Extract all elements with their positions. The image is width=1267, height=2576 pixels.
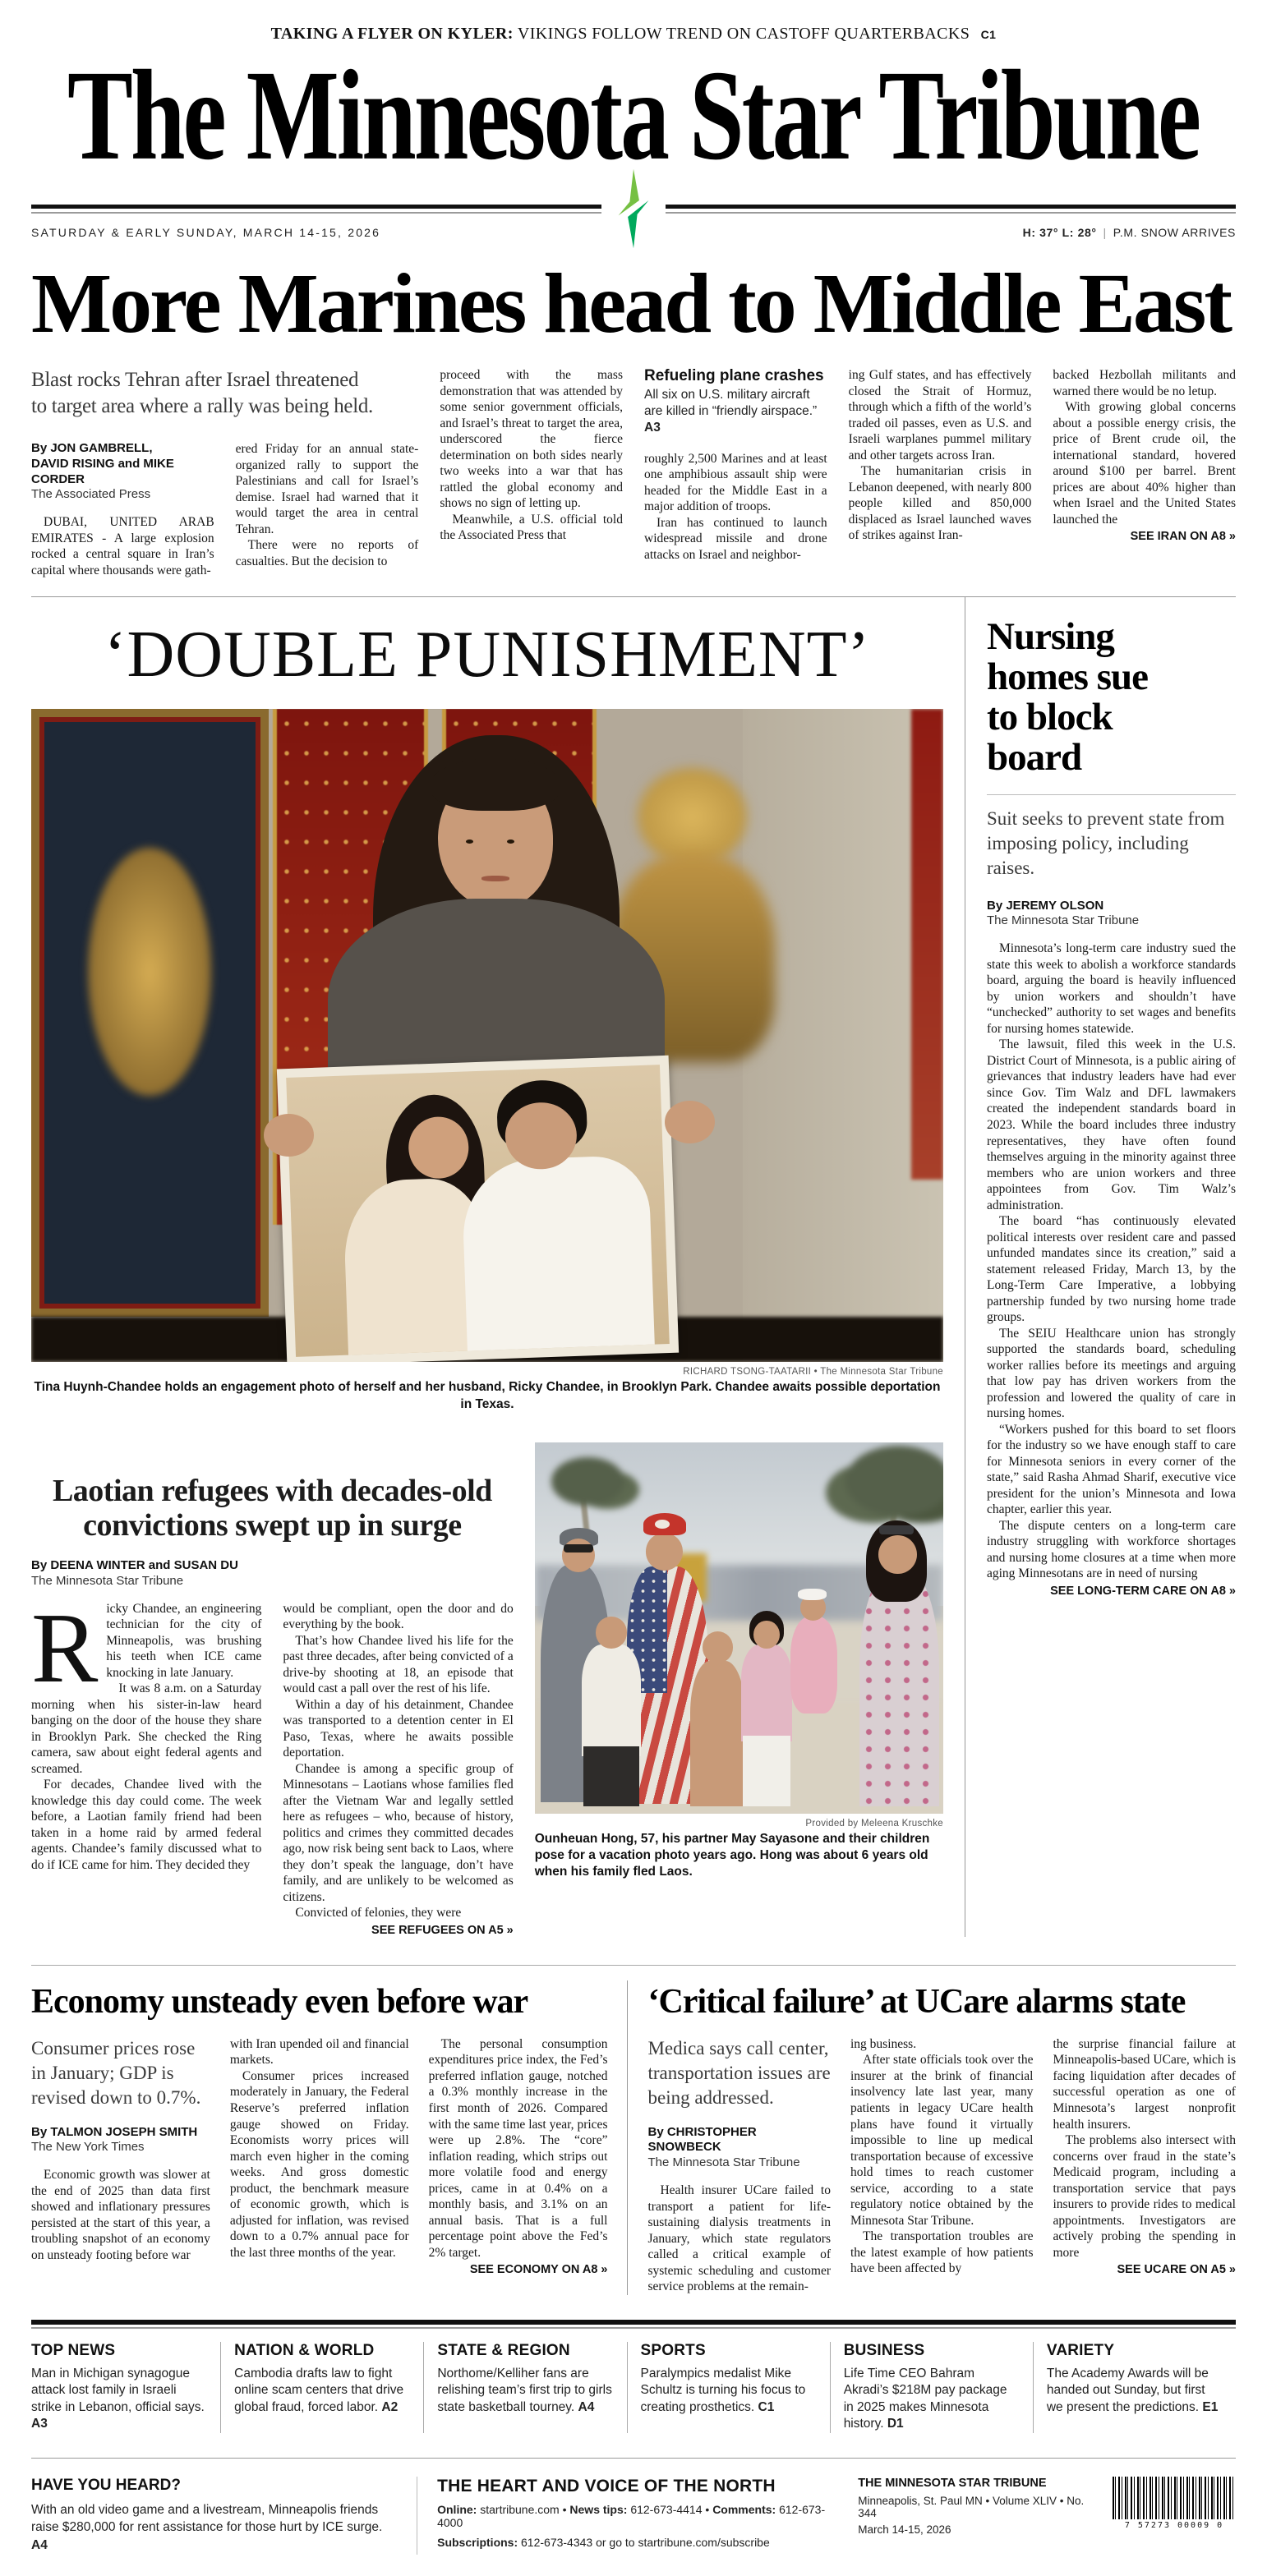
ucare-headline: ‘Critical failure’ at UCare alarms state — [647, 1982, 1186, 2021]
baby-headband — [798, 1589, 827, 1600]
refugees-headline — [31, 1474, 514, 1543]
child-torso — [690, 1661, 745, 1806]
ucare-story — [627, 1980, 1236, 2295]
lead-col4-paragraph-1: roughly 2,500 Marines and at least one amphibious assault ship were headed for the Middle East in a major addition of troops. — [644, 451, 827, 514]
nursing-homes-story — [965, 597, 1236, 1936]
footer-contact-line2 — [437, 2536, 838, 2549]
hong-cap-logo — [655, 1520, 670, 1529]
weather-summary — [1023, 226, 1236, 239]
index-rule-thick — [31, 2320, 1236, 2325]
barcode-block — [1113, 2477, 1236, 2530]
lead-column-5 — [849, 367, 1032, 578]
ucare-p4: The transportation troubles are the latest example of how patients have been affected by — [850, 2229, 1034, 2276]
engagement-photo-print — [277, 1055, 680, 1362]
ucare-p6: The problems also intersect with concerns over fraud in the state’s Medicaid program, including a transportation service that pays insurers to provide rides to medical appointments. Investigators are actively probing the spending in more — [1053, 2133, 1236, 2260]
baby-body — [790, 1617, 837, 1714]
subscriptions-value: 612-673-4343 or go to startribune.com/subscribe — [521, 2535, 770, 2549]
photo-credit: RICHARD TSONG-TAATARII • The Minnesota Star Tribune — [683, 1367, 943, 1378]
girl-face — [753, 1621, 779, 1649]
nursing-headline-line1: Nursing — [987, 615, 1114, 659]
barcode-digits: 7 57273 00009 0 — [1124, 2520, 1224, 2530]
nursing-headline-line4: board — [987, 736, 1082, 780]
index-row — [31, 2329, 1236, 2440]
index-text: Northome/Kelliher fans are relishing team’s first trip to girls state basketball tourney. — [437, 2366, 612, 2414]
index-cell-top-news — [31, 2342, 220, 2433]
refugees-p8: Convicted of felonies, they were — [295, 1906, 462, 1920]
refugees-p4: would be compliant, open the door and do everything by the book. — [283, 1601, 514, 1632]
refugees-p5: That’s how Chandee lived his life for the past three decades, after being convicted of a drive-by shooting at 18, an episode that would cast a pall over the rest of his life. — [283, 1633, 514, 1696]
related-brief — [644, 367, 827, 435]
index-cell-business — [830, 2342, 1033, 2433]
index-text: Life Time CEO Bahram Akradi’s $218M pay package in 2025 makes Minnesota history. — [843, 2366, 1007, 2431]
palm-tree-right — [845, 1446, 943, 1516]
girl-pink-top — [741, 1644, 792, 1741]
woman-eye-left — [466, 840, 473, 844]
economy-p2: with Iran upended oil and financial markets. — [229, 2036, 409, 2068]
refugees-headline-line2: convictions swept up in surge — [83, 1508, 462, 1543]
refugees-p6: Within a day of his detainment, Chandee was transported to a detention center in El Paso, Texas, where he awaits possible deportation. — [283, 1697, 514, 1760]
ucare-p5: the surprise financial failure at Minneapolis-based UCare, which is facing liquidation after decades of successful operation as one of Minnesota’s largest nonprofit health insurers. — [1053, 2036, 1236, 2132]
refugees-column-2 — [283, 1601, 513, 1937]
separator-dot: • — [705, 2502, 710, 2516]
refugees-text-block — [31, 1442, 514, 1937]
economy-byline — [31, 2125, 210, 2155]
ucare-column-2 — [850, 2036, 1034, 2295]
news-tips-value: 612-673-4414 — [630, 2502, 703, 2516]
refugees-photo-block — [535, 1442, 943, 1937]
page-footer — [31, 2458, 1236, 2555]
ucare-column-3 — [1053, 2036, 1236, 2295]
lead-byline-line2: DAVID RISING and MIKE CORDER — [31, 456, 174, 486]
ucare-column-1 — [647, 2036, 831, 2295]
issue-date: SATURDAY & EARLY SUNDAY, MARCH 14-15, 2026 — [31, 226, 381, 239]
economy-p1: Economic growth was slower at the end of 2025 than data first showed and inflationary pressures persisted at the start of this year, a troubling snapshot of an economy on unsteady footing before war — [31, 2168, 210, 2262]
footer-have-you-heard — [31, 2477, 417, 2555]
refugees-byline — [31, 1558, 514, 1588]
publisher-date-line: March 14-15, 2026 — [858, 2523, 951, 2536]
lead-headline: More Marines head to Middle East — [31, 256, 1231, 351]
economy-byline-credit: The New York Times — [31, 2140, 145, 2155]
news-tips-label: News tips: — [569, 2502, 628, 2516]
woman-hand-right — [665, 1101, 715, 1143]
economy-headline: Economy unsteady even before war — [31, 1982, 528, 2021]
bottom-stories — [31, 1965, 1236, 2295]
buddha-statue-head — [638, 768, 747, 866]
nursing-headline-line2: homes sue — [987, 656, 1148, 699]
index-label: STATE & REGION — [437, 2341, 570, 2359]
weather-low-value: 28° — [1077, 226, 1097, 239]
economy-byline-name: By TALMON JOSEPH SMITH — [31, 2124, 198, 2139]
photo-family-vacation — [535, 1442, 943, 1814]
publisher-name: THE MINNESOTA STAR TRIBUNE — [858, 2476, 1047, 2490]
woman-hand-left — [264, 1114, 314, 1157]
economy-column-2 — [230, 2036, 409, 2276]
index-label: VARIETY — [1046, 2341, 1115, 2359]
masthead-rule — [31, 198, 1236, 219]
refugees-dropcap-paragraph — [31, 1592, 262, 1704]
lead-col3-paragraph-1: proceed with the mass demonstration that was attended by some senior government officials, and Israel’s threat to target the area, underscored the fierce determination on both sides nearly two weeks into a war that has rattled the global economy and shows no sign of letting up. — [440, 368, 623, 511]
teaser-kicker: TAKING A FLYER ON KYLER: — [270, 25, 514, 43]
subscriptions-label: Subscriptions: — [437, 2535, 518, 2549]
woman2-face — [878, 1535, 917, 1574]
feature-and-sidebar — [31, 596, 1236, 1936]
nursing-headline — [987, 617, 1236, 778]
photo-engagement-scene — [31, 709, 943, 1362]
refugees-jump-line: SEE REFUGEES ON A5 » — [371, 1923, 514, 1937]
boy-shorts — [583, 1746, 638, 1806]
refugees-column-1 — [31, 1592, 262, 1937]
nursing-p1: Minnesota’s long-term care industry sued the state this week to abolish a workforce standards board, arguing the board is heavily influenced by union workers and shouldn’t have “unchecked” authority to set wages and benefits for nursing homes statewide. — [987, 941, 1236, 1036]
refugees-p3: For decades, Chandee lived with the knowledge this day could come. The week before, a Laotian family friend had been taken in a home raid by armed federal agents. Chandee’s family discussed what to do if ICE came for him. They decided they — [31, 1778, 262, 1872]
palm-tree-left — [551, 1457, 625, 1506]
weather-high-label: H: — [1022, 226, 1036, 239]
child-face — [703, 1631, 733, 1663]
nursing-jump-line: SEE LONG-TERM CARE ON A8 » — [1050, 1584, 1236, 1598]
nursing-deck: Suit seeks to prevent state from imposing policy, including raises. — [987, 807, 1225, 878]
refugees-byline-credit: The Minnesota Star Tribune — [31, 1573, 184, 1588]
separator-dot: • — [562, 2502, 567, 2516]
economy-story — [31, 1980, 627, 2295]
lead-column-6 — [1053, 367, 1236, 578]
index-label: NATION & WORLD — [234, 2341, 375, 2359]
tapestry-gold-figure — [88, 848, 211, 1096]
ucare-byline-name: By CHRISTOPHER SNOWBECK — [647, 2124, 757, 2155]
feature-headline: ‘DOUBLE PUNISHMENT’ — [104, 619, 871, 692]
family-photo-credit: Provided by Meleena Kruschke — [805, 1818, 943, 1828]
index-cell-state-region — [423, 2342, 626, 2433]
economy-column-3 — [429, 2036, 608, 2276]
ucare-jump-line: SEE UCARE ON A5 » — [1117, 2263, 1236, 2277]
rule-right — [666, 205, 1236, 214]
nursing-p5: “Workers pushed for this board to set floors for the industry so we have enough staff to care for Minnesota seniors in every corner of the state,” said Rasha Ahmad Sharif, executive vice president for the union’s Minnesota and Iowa chapter, earlier this year. — [987, 1422, 1236, 1517]
lead-column-1 — [31, 441, 214, 578]
refugees-byline-names: By DEENA WINTER and SUSAN DU — [31, 1557, 238, 1572]
nursing-deck-rule — [987, 794, 1236, 795]
refugees-columns — [31, 1592, 514, 1937]
economy-jump-line: SEE ECONOMY ON A8 » — [469, 2263, 608, 2277]
girl-skirt — [743, 1736, 790, 1806]
index-page-ref: A3 — [31, 2417, 48, 2431]
weather-high-value: 37° — [1039, 226, 1059, 239]
index-text: Paralympics medalist Mike Schultz is turning his focus to creating prosthetics. — [640, 2366, 806, 2414]
refugees-p2: It was 8 a.m. on a Saturday morning when his sister-in-law heard banging on the door of the house they share in Brooklyn Park. She checked the Ring camera, saw about eight federal agents and screamed. — [31, 1681, 262, 1776]
ucare-p1: Health insurer UCare failed to transport a patient for life-sustaining dialysis treatments in January, which state regulators called a critical example of systemic scheduling and customer service problems at the remain- — [647, 2183, 831, 2294]
economy-deck: Consumer prices rose in January; GDP is revised down to 0.7%. — [31, 2037, 201, 2108]
nursing-byline — [987, 899, 1236, 928]
weather-forecast: P.M. SNOW ARRIVES — [1113, 226, 1236, 239]
refugees-headline-line1: Laotian refugees with decades-old — [52, 1473, 492, 1508]
woman-bangs — [431, 758, 560, 811]
index-label: BUSINESS — [843, 2341, 925, 2359]
nursing-byline-credit: The Minnesota Star Tribune — [987, 913, 1140, 928]
lead-col2-paragraph-1: ered Friday for an annual state-organized rally to support the Palestinians and call for Israel’s demise. Israel had warned that it would target the area in central Tehran. — [235, 442, 419, 536]
ucare-deck: Medica says call center, transportation issues are being addressed. — [647, 2037, 831, 2108]
lead-jump-line: SEE IRAN ON A8 » — [1130, 530, 1236, 544]
economy-p3: Consumer prices increased moderately in January, the Federal Reserve’s preferred inflation gauge showed on Friday. Economists worry prices will march even higher in the coming weeks. And gross domestic product, the benchmark measure of economic growth, which is adjusted for inflation, was revised down to a 0.7% annual pace for the last three months of the year. — [229, 2068, 409, 2260]
lead-col6-paragraph-2: With growing global concerns about a possible energy crisis, the price of Brent crude oil, the international standard, hovered around $100 per barrel. Brent prices are about 40% higher than when Israel and the United States launched the — [1053, 400, 1236, 527]
footer-contact-block — [417, 2477, 838, 2555]
weather-low-label: L: — [1062, 226, 1075, 239]
index-page-ref: E1 — [1202, 2399, 1219, 2414]
teaser-page-ref: C1 — [980, 28, 997, 41]
lead-byline-line1: By JON GAMBRELL, — [31, 441, 153, 456]
brief-page-ref: A3 — [644, 420, 661, 435]
brief-text: All six on U.S. military aircraft are killed in “friendly airspace.” — [644, 388, 818, 418]
index-cell-sports — [627, 2342, 830, 2433]
lead-story — [31, 367, 1236, 578]
lead-byline — [31, 441, 214, 501]
economy-p4: The personal consumption expenditures price index, the Fed’s preferred inflation gauge, notched a 0.3% monthly increase in the first month of 2026. Compared with the same time last year, prices were up 2.8%. The “core” inflation reading, which strips out more volatile food and energy prices, came in at 0.4% on a monthly basis, and 3.1% on an annual basis. That is a full percentage point above the Fed’s 2% target. — [428, 2036, 608, 2260]
footer-contact-line1 — [437, 2503, 838, 2529]
index-page-ref: D1 — [887, 2417, 904, 2431]
index-text: The Academy Awards will be handed out Sunday, but first we present the predictions. — [1046, 2366, 1209, 2414]
publisher-info — [858, 2477, 1099, 2536]
lead-deck-line2: to target area where a rally was being held. — [31, 395, 374, 418]
index-label: TOP NEWS — [31, 2341, 116, 2359]
lead-col5-paragraph-1: ing Gulf states, and has effectively closed the Strait of Hormuz, through which a fifth of the world’s traded oil passes, even as U.S. and Israeli warplanes pummel military and other targets across Iran. — [848, 368, 1032, 462]
weather-divider: | — [1103, 226, 1107, 239]
index-text: Man in Michigan synagogue attack lost family in Israeli strike in Lebanon, official says. — [31, 2366, 205, 2414]
refugees-story — [31, 1442, 943, 1937]
economy-column-1 — [31, 2036, 210, 2276]
lead-col3-paragraph-2: Meanwhile, a U.S. official told the Associated Press that — [440, 512, 623, 543]
masthead-title: The Minnesota Star Tribune — [67, 44, 1200, 187]
index-cell-nation-world — [220, 2342, 423, 2433]
nursing-headline-line3: to block — [987, 696, 1113, 739]
top-teaser — [31, 25, 1236, 44]
index-text: Cambodia drafts law to fight online scam centers that drive global fraud, forced labor. — [234, 2366, 404, 2414]
refugees-p7: Chandee is among a specific group of Minnesotans – Laotians whose families fled after the Vietnam War and legally settled here as refugees – who, because of history, politics and crimes they committed decades ago, now risk being sent back to Laos, where they don’t speak the language, don’t have family, and are unlikely to be welcomed as citizens. — [283, 1761, 514, 1904]
lead-deck — [31, 367, 418, 420]
nursing-byline-name: By JEREMY OLSON — [987, 898, 1104, 913]
footer-motto: THE HEART AND VOICE OF THE NORTH — [437, 2476, 776, 2496]
lead-col4-paragraph-2: Iran has continued to launch widespread missile and drone attacks on Israel and neighbor- — [644, 515, 827, 562]
boy-face — [596, 1617, 626, 1648]
nursing-p2: The lawsuit, filed this week in the U.S. District Court of Minnesota, is a public airing of grievances that industry leaders have had ever since Gov. Tim Walz and DFL lawmakers created the independent standards board in 2023. While the board includes three industry representatives, they have often found themselves arguing in the minority against three members who are union workers and three appointees from Gov. Tim Walz’s administration. — [987, 1037, 1236, 1212]
teaser-text: VIKINGS FOLLOW TREND ON CASTOFF QUARTERBACKS — [517, 25, 970, 43]
nursing-p3: The board “has continuously elevated political interests over resident care and passed unfunded mandates since its creation,” said a statement released Friday, March 13, by the Long-Term Care Imperative, a lobbying partnership funded by two nursing home trade groups. — [987, 1214, 1236, 1325]
lead-col6-paragraph-1: backed Hezbollah militants and warned there would be no letup. — [1053, 368, 1236, 398]
index-cell-variety — [1033, 2342, 1236, 2433]
lead-column-3 — [440, 367, 623, 578]
woman-eye-right — [507, 840, 514, 844]
comments-value: 612-673-4000 — [437, 2502, 826, 2529]
lead-deck-line1: Blast rocks Tehran after Israel threatened — [31, 369, 359, 392]
ucare-p3: After state officials took over the insurer at the brink of financial insolvency late last year, many patients in legacy UCare health plans have found it virtually impossible to line up medical transportation because of excessive hold times to reach customer service, according to a state regulatory notice obtained by the Minnesota Star Tribune. — [850, 2053, 1034, 2228]
lead-col2-paragraph-2: There were no reports of casualties. But the decision to — [235, 538, 419, 568]
comments-label: Comments: — [712, 2502, 776, 2516]
man1-sunglasses — [564, 1544, 594, 1552]
nursing-p4: The SEIU Healthcare union has strongly supported the standards board, scheduling worker rallies before its meetings and arguing that low pay has driven workers from the profession and lowered the quality of care in nursing homes. — [987, 1326, 1236, 1421]
refugees-p1: icky Chandee, an engineering technician for the city of Minneapolis, was brushing his teeth when ICE came knocking in late January. — [106, 1601, 262, 1680]
lead-col1-paragraph: DUBAI, UNITED ARAB EMIRATES - A large explosion rocked a central square in Iran’s capital where thousands were gath- — [31, 515, 214, 577]
ucare-byline-credit: The Minnesota Star Tribune — [647, 2155, 800, 2170]
photo-right-banner — [911, 709, 943, 1179]
rule-left — [31, 205, 601, 214]
ucare-p2: ing business. — [850, 2036, 917, 2051]
photo-caption: Tina Huynh-Chandee holds an engagement photo of herself and her husband, Ricky Chandee, in Brooklyn Park. Chandee awaits possible deportation in Texas. — [34, 1380, 941, 1411]
brief-title: Refueling plane crashes — [644, 367, 824, 385]
lead-column-4 — [644, 367, 827, 578]
feature-section — [31, 597, 965, 1936]
upc-barcode — [1113, 2477, 1236, 2519]
lead-column-2 — [236, 441, 419, 578]
boy-white-shirt — [582, 1644, 641, 1756]
family-photo-caption: Ounheuan Hong, 57, his partner May Sayasone and their children pose for a vacation photo years ago. Hong was about 6 years old when his family fled Laos. — [534, 1831, 930, 1879]
online-value: startribune.com — [480, 2502, 560, 2516]
nursing-p6: The dispute centers on a long-term care industry struggling with workforce shortages and nursing home closures at a time when more aging Minnesotans are in need of nursing — [987, 1518, 1236, 1581]
woman-floral-top — [859, 1568, 939, 1806]
footer-left-page-ref: A4 — [31, 2537, 48, 2552]
photo-left-tapestry — [31, 709, 269, 1316]
engagement-print-background — [286, 1065, 670, 1356]
online-label: Online: — [437, 2502, 477, 2516]
hong-face — [646, 1533, 683, 1570]
lead-col5-paragraph-2: The humanitarian crisis in Lebanon deepened, with nearly 800 people killed and 850,000 displaced as Israel launched waves of strikes against Iran- — [848, 464, 1032, 543]
footer-left-title: HAVE YOU HEARD? — [31, 2476, 181, 2494]
publisher-volume-line: Minneapolis, St. Paul MN • Volume XLIV • No. 344 — [858, 2494, 1085, 2519]
index-page-ref: A2 — [381, 2399, 399, 2414]
index-page-ref: A4 — [578, 2399, 595, 2414]
index-label: SPORTS — [640, 2341, 706, 2359]
section-index — [31, 2320, 1236, 2440]
woman-mouth — [481, 876, 509, 881]
footer-left-text: With an old video game and a livestream, Minneapolis friends raise $280,000 for rent assistance for those hurt by ICE surge. — [31, 2502, 383, 2535]
index-page-ref: C1 — [758, 2399, 775, 2414]
print-groom-shirt — [462, 1154, 656, 1356]
woman2-sunglasses — [879, 1525, 914, 1534]
lead-byline-credit: The Associated Press — [31, 487, 151, 502]
footer-publisher-block — [838, 2477, 1236, 2555]
drop-cap: R — [31, 1592, 99, 1704]
masthead — [31, 44, 1236, 187]
ucare-byline — [647, 2125, 831, 2170]
